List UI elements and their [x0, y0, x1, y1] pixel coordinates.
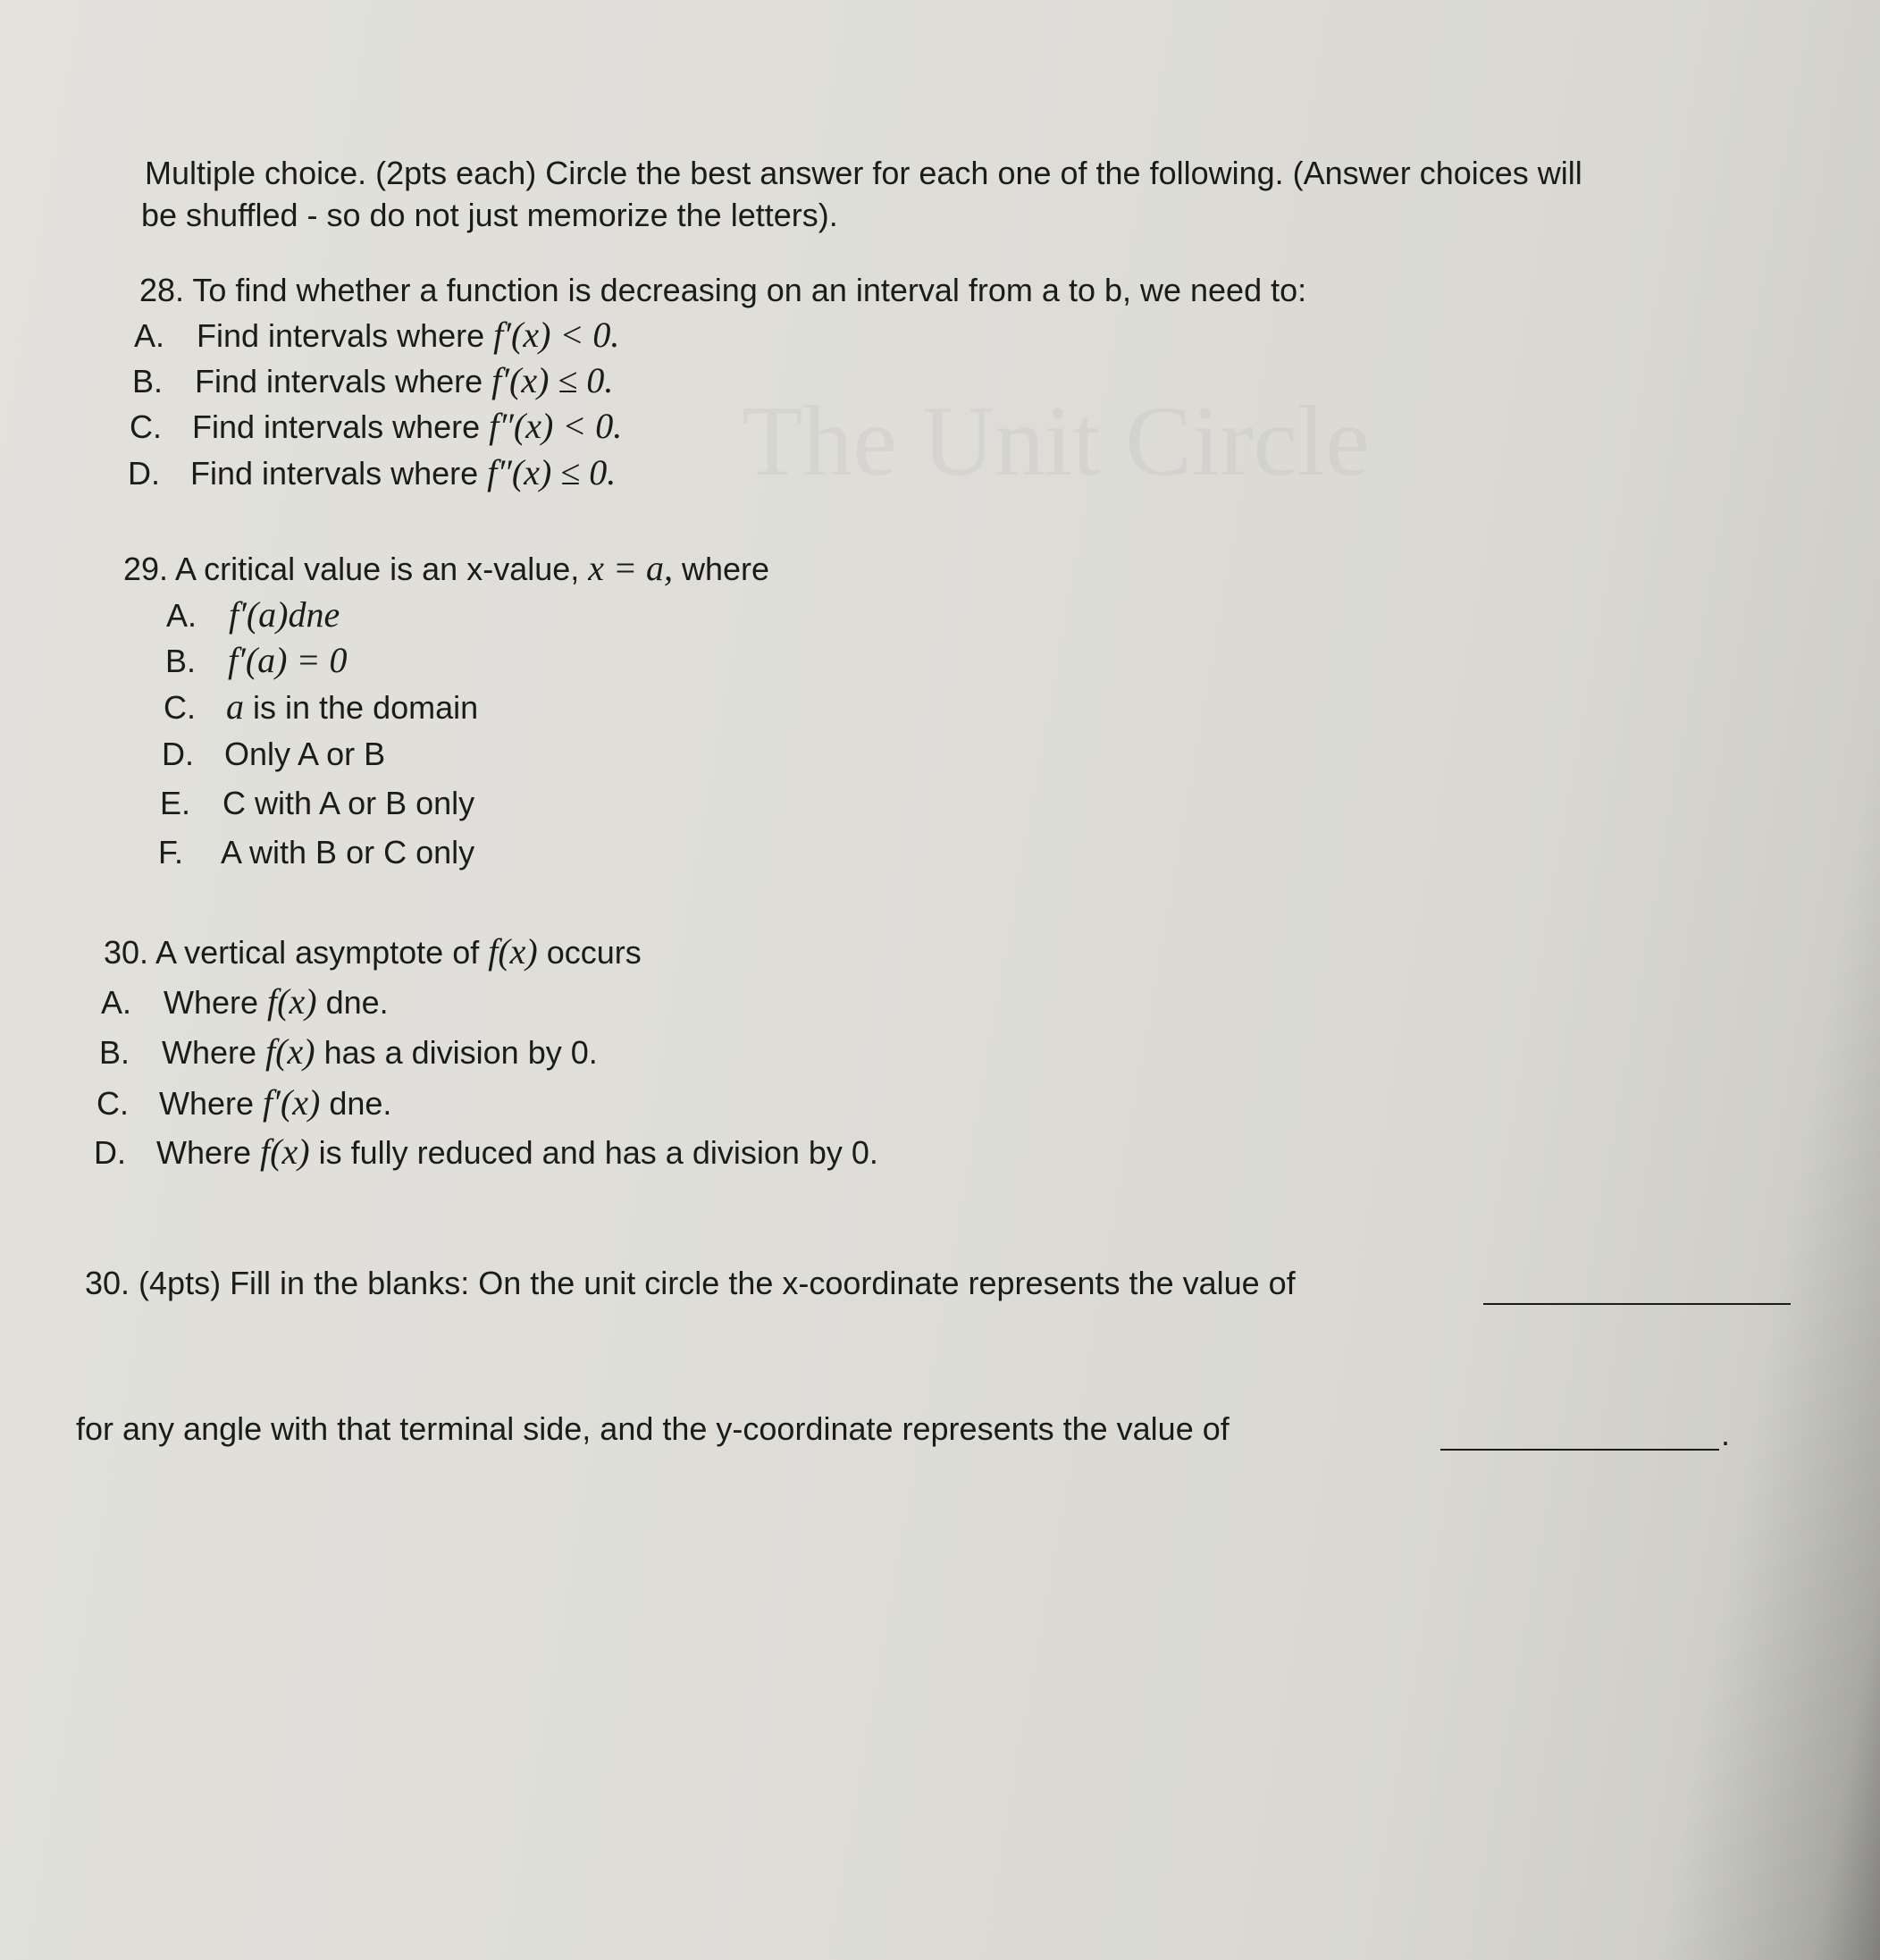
period: .	[1721, 1416, 1731, 1452]
option-letter: D.	[94, 1134, 126, 1171]
q30-option-c[interactable]	[97, 1083, 391, 1123]
option-letter: C.	[164, 689, 196, 726]
option-pre: Where	[156, 1134, 261, 1171]
option-math: a	[226, 686, 244, 727]
option-text: Find intervals where	[190, 455, 488, 492]
question-text: 30. A vertical asymptote of	[104, 934, 489, 971]
option-letter: E.	[160, 785, 191, 821]
option-letter: B.	[99, 1034, 130, 1071]
option-math: f(x)	[267, 981, 317, 1022]
intro-line-2: be shuffled - so do not just memorize the letters).	[141, 197, 838, 233]
q30b-line-2: for any angle with that terminal side, and the y-coordinate represents the value of	[76, 1410, 1230, 1447]
q29-option-f[interactable]	[158, 833, 474, 872]
option-letter: C.	[97, 1085, 129, 1122]
option-text: Find intervals where	[197, 317, 494, 354]
option-letter: A.	[166, 597, 197, 634]
option-letter: D.	[128, 455, 160, 492]
option-math: f″(x) < 0.	[489, 406, 623, 446]
q29-option-c[interactable]	[164, 687, 478, 728]
q28-question: 28. To find whether a function is decreasing on an interval from a to b, we need to:	[139, 272, 1307, 308]
q28-option-b[interactable]	[132, 361, 613, 401]
blank-1[interactable]	[1483, 1303, 1791, 1305]
option-text: Only A or B	[224, 736, 386, 772]
option-letter: C.	[130, 408, 162, 445]
question-end: occurs	[537, 934, 642, 971]
question-text: 29. A critical value is an x-value,	[123, 551, 589, 587]
q28-option-c[interactable]	[130, 407, 622, 447]
option-letter: A.	[134, 317, 165, 354]
option-pre: Where	[162, 1034, 266, 1071]
option-letter: D.	[162, 736, 194, 772]
q29-option-d[interactable]	[162, 735, 385, 774]
option-text: A with B or C only	[221, 834, 475, 871]
q30-option-b[interactable]	[99, 1032, 598, 1073]
option-letter: F.	[158, 834, 184, 871]
q30-question	[104, 932, 642, 972]
option-math: f′(a) = 0	[228, 640, 348, 680]
question-math: f(x)	[488, 931, 538, 972]
option-math: f′(x) < 0.	[493, 315, 620, 355]
q29-option-a[interactable]	[166, 595, 340, 635]
option-math: f′(x) ≤ 0.	[491, 360, 614, 400]
option-letter: A.	[101, 984, 132, 1021]
intro-line-1: Multiple choice. (2pts each) Circle the best answer for each one of the following. (Answer choices will	[145, 155, 1582, 191]
q29-question	[123, 549, 769, 589]
option-text: Find intervals where	[192, 408, 490, 445]
option-letter: B.	[132, 363, 164, 400]
q30-option-a[interactable]	[101, 982, 389, 1022]
q30-option-d[interactable]	[94, 1132, 878, 1173]
question-end: where	[673, 551, 770, 587]
option-math: f(x)	[260, 1131, 310, 1172]
blank-2[interactable]	[1440, 1449, 1719, 1451]
option-math: f(x)	[265, 1031, 315, 1072]
option-text: Find intervals where	[195, 363, 492, 400]
watermark-text: The Unit Circle	[742, 386, 1370, 497]
option-post: is fully reduced and has a division by 0.	[309, 1134, 878, 1171]
option-math: f′(x)	[263, 1082, 321, 1123]
option-math: f″(x) ≤ 0.	[487, 452, 617, 492]
q28-option-a[interactable]	[134, 315, 619, 356]
option-post: dne.	[320, 1085, 392, 1122]
q29-option-e[interactable]	[160, 784, 474, 823]
option-post: dne.	[316, 984, 389, 1021]
option-pre: Where	[159, 1085, 264, 1122]
option-letter: B.	[165, 643, 197, 679]
q29-option-b[interactable]	[165, 641, 348, 681]
option-post: has a division by 0.	[315, 1034, 598, 1071]
option-text: is in the domain	[244, 689, 479, 726]
q30b-line-1: 30. (4pts) Fill in the blanks: On the unit circle the x-coordinate represents the value of	[85, 1265, 1296, 1301]
option-text: C with A or B only	[222, 785, 475, 821]
question-math: x = a,	[588, 548, 674, 588]
option-pre: Where	[164, 984, 268, 1021]
option-math: f′(a)dne	[229, 594, 340, 635]
q28-option-d[interactable]	[128, 453, 616, 493]
